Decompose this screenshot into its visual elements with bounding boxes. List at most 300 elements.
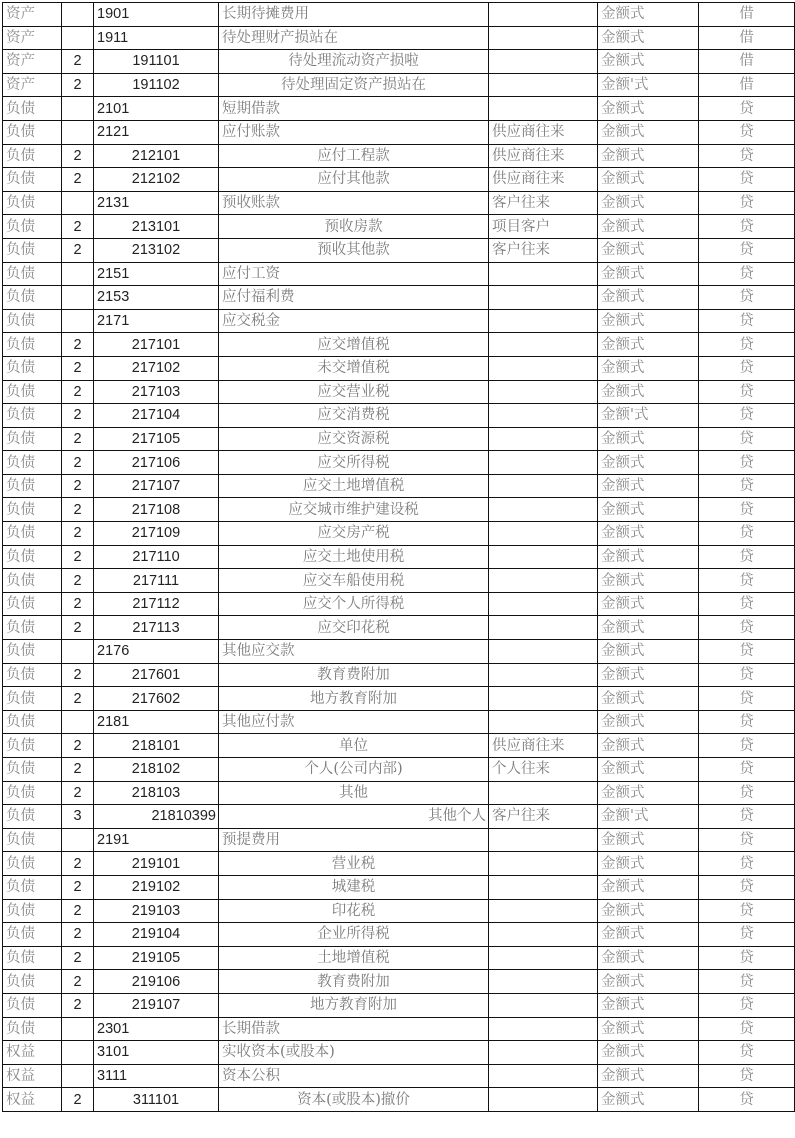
balance-direction-cell: 贷: [699, 970, 795, 994]
account-name-cell: 长期借款: [219, 1017, 489, 1041]
account-code-cell: 1911: [94, 26, 219, 50]
ledger-format-cell: 金额式: [598, 545, 699, 569]
ledger-format-cell: 金额式: [598, 734, 699, 758]
ledger-format-cell: 金额式: [598, 215, 699, 239]
balance-direction-cell: 贷: [699, 1041, 795, 1065]
auxiliary-cell: [489, 50, 598, 74]
level-cell: 2: [62, 427, 94, 451]
level-cell: 2: [62, 50, 94, 74]
account-type-cell: 负债: [3, 545, 62, 569]
account-name-cell: 单位: [219, 734, 489, 758]
account-name-cell: 应交城市维护建设税: [219, 498, 489, 522]
table-row: [3, 50, 795, 74]
balance-direction-cell: 贷: [699, 309, 795, 333]
account-type-cell: 负债: [3, 828, 62, 852]
auxiliary-cell: [489, 404, 598, 428]
account-code-cell: 218102: [94, 758, 219, 782]
auxiliary-cell: [489, 333, 598, 357]
level-cell: 2: [62, 545, 94, 569]
account-type-cell: 负债: [3, 191, 62, 215]
account-name-cell: 其他应交款: [219, 640, 489, 664]
balance-direction-cell: 贷: [699, 97, 795, 121]
account-code-cell: 217113: [94, 616, 219, 640]
auxiliary-cell: [489, 522, 598, 546]
balance-direction-cell: 贷: [699, 333, 795, 357]
account-code-cell: 311101: [94, 1088, 219, 1112]
table-row: [3, 828, 795, 852]
account-type-cell: 负债: [3, 687, 62, 711]
level-cell: 2: [62, 592, 94, 616]
level-cell: [62, 1064, 94, 1088]
account-type-cell: 负债: [3, 616, 62, 640]
table-row: [3, 97, 795, 121]
table-row: [3, 592, 795, 616]
level-cell: 2: [62, 144, 94, 168]
account-code-cell: 2191: [94, 828, 219, 852]
account-name-cell: 其他个人: [219, 805, 489, 829]
account-code-cell: 213101: [94, 215, 219, 239]
account-name-cell: 应交土地使用税: [219, 545, 489, 569]
account-name-cell: 教育费附加: [219, 663, 489, 687]
ledger-format-cell: 金额式: [598, 899, 699, 923]
table-row: [3, 404, 795, 428]
table-row: [3, 993, 795, 1017]
account-name-cell: 待处理流动资产损啦: [219, 50, 489, 74]
table-row: [3, 73, 795, 97]
auxiliary-cell: [489, 970, 598, 994]
auxiliary-cell: [489, 592, 598, 616]
auxiliary-cell: [489, 356, 598, 380]
ledger-format-cell: 金额式: [598, 781, 699, 805]
level-cell: 2: [62, 333, 94, 357]
level-cell: 2: [62, 380, 94, 404]
account-type-cell: 负债: [3, 144, 62, 168]
table-row: [3, 616, 795, 640]
balance-direction-cell: 贷: [699, 356, 795, 380]
ledger-format-cell: 金额式: [598, 168, 699, 192]
ledger-format-cell: 金额式: [598, 1017, 699, 1041]
account-code-cell: 219105: [94, 946, 219, 970]
ledger-format-cell: 金额式: [598, 616, 699, 640]
account-type-cell: 负债: [3, 97, 62, 121]
level-cell: 2: [62, 781, 94, 805]
auxiliary-cell: [489, 474, 598, 498]
ledger-format-cell: 金额式: [598, 592, 699, 616]
level-cell: 2: [62, 238, 94, 262]
ledger-format-cell: 金额'式: [598, 805, 699, 829]
account-code-cell: 217601: [94, 663, 219, 687]
account-code-cell: 217109: [94, 522, 219, 546]
auxiliary-cell: [489, 663, 598, 687]
level-cell: [62, 286, 94, 310]
auxiliary-cell: [489, 710, 598, 734]
level-cell: [62, 1041, 94, 1065]
auxiliary-cell: [489, 616, 598, 640]
auxiliary-cell: 客户往来: [489, 805, 598, 829]
account-name-cell: 应交印花税: [219, 616, 489, 640]
table-row: [3, 899, 795, 923]
auxiliary-cell: 供应商往来: [489, 120, 598, 144]
balance-direction-cell: 贷: [699, 451, 795, 475]
account-code-cell: 217102: [94, 356, 219, 380]
level-cell: 2: [62, 946, 94, 970]
ledger-format-cell: 金额'式: [598, 404, 699, 428]
table-row: [3, 781, 795, 805]
level-cell: 2: [62, 522, 94, 546]
account-type-cell: 负债: [3, 993, 62, 1017]
account-code-cell: 217101: [94, 333, 219, 357]
level-cell: [62, 26, 94, 50]
account-name-cell: 应交税金: [219, 309, 489, 333]
level-cell: [62, 191, 94, 215]
table-row: [3, 1064, 795, 1088]
account-type-cell: 负债: [3, 380, 62, 404]
level-cell: 2: [62, 474, 94, 498]
account-type-cell: 负债: [3, 215, 62, 239]
ledger-format-cell: 金额式: [598, 569, 699, 593]
table-row: [3, 923, 795, 947]
balance-direction-cell: 贷: [699, 191, 795, 215]
account-name-cell: 应交个人所得税: [219, 592, 489, 616]
table-row: [3, 640, 795, 664]
ledger-format-cell: 金额式: [598, 663, 699, 687]
account-type-cell: 负债: [3, 522, 62, 546]
account-code-cell: 191102: [94, 73, 219, 97]
auxiliary-cell: [489, 687, 598, 711]
balance-direction-cell: 贷: [699, 168, 795, 192]
level-cell: [62, 828, 94, 852]
balance-direction-cell: 贷: [699, 498, 795, 522]
auxiliary-cell: [489, 875, 598, 899]
ledger-format-cell: 金额式: [598, 758, 699, 782]
balance-direction-cell: 贷: [699, 687, 795, 711]
balance-direction-cell: 贷: [699, 1088, 795, 1112]
account-name-cell: 应交增值税: [219, 333, 489, 357]
account-name-cell: 预收房款: [219, 215, 489, 239]
level-cell: 2: [62, 451, 94, 475]
account-type-cell: 权益: [3, 1064, 62, 1088]
account-name-cell: 待处理固定资产损站在: [219, 73, 489, 97]
ledger-format-cell: 金额'式: [598, 73, 699, 97]
account-type-cell: 负债: [3, 427, 62, 451]
account-code-cell: 1901: [94, 3, 219, 27]
table-row: [3, 522, 795, 546]
account-code-cell: 2181: [94, 710, 219, 734]
account-name-cell: 预收账款: [219, 191, 489, 215]
level-cell: 2: [62, 852, 94, 876]
balance-direction-cell: 贷: [699, 875, 795, 899]
account-code-cell: 217112: [94, 592, 219, 616]
account-name-cell: 其他应付款: [219, 710, 489, 734]
account-code-cell: 217108: [94, 498, 219, 522]
table-row: [3, 758, 795, 782]
account-code-cell: 3111: [94, 1064, 219, 1088]
balance-direction-cell: 贷: [699, 522, 795, 546]
account-code-cell: 2171: [94, 309, 219, 333]
account-type-cell: 负债: [3, 946, 62, 970]
ledger-format-cell: 金额式: [598, 451, 699, 475]
table-row: [3, 1041, 795, 1065]
balance-direction-cell: 贷: [699, 592, 795, 616]
ledger-format-cell: 金额式: [598, 380, 699, 404]
account-name-cell: 应付其他款: [219, 168, 489, 192]
auxiliary-cell: [489, 923, 598, 947]
auxiliary-cell: [489, 569, 598, 593]
level-cell: 2: [62, 993, 94, 1017]
auxiliary-cell: [489, 781, 598, 805]
ledger-format-cell: 金额式: [598, 309, 699, 333]
table-row: [3, 970, 795, 994]
account-name-cell: 地方教育附加: [219, 993, 489, 1017]
balance-direction-cell: 贷: [699, 640, 795, 664]
account-code-cell: 218103: [94, 781, 219, 805]
account-type-cell: 负债: [3, 168, 62, 192]
balance-direction-cell: 贷: [699, 120, 795, 144]
account-name-cell: 营业税: [219, 852, 489, 876]
account-type-cell: 负债: [3, 569, 62, 593]
account-type-cell: 资产: [3, 3, 62, 27]
account-type-cell: 负债: [3, 592, 62, 616]
level-cell: 2: [62, 1088, 94, 1112]
account-type-cell: 负债: [3, 852, 62, 876]
account-type-cell: 负债: [3, 970, 62, 994]
account-type-cell: 资产: [3, 26, 62, 50]
balance-direction-cell: 贷: [699, 569, 795, 593]
balance-direction-cell: 借: [699, 3, 795, 27]
level-cell: 2: [62, 498, 94, 522]
level-cell: 2: [62, 356, 94, 380]
account-type-cell: 负债: [3, 875, 62, 899]
account-type-cell: 资产: [3, 73, 62, 97]
account-name-cell: 待处理财产损站在: [219, 26, 489, 50]
level-cell: 2: [62, 687, 94, 711]
balance-direction-cell: 贷: [699, 993, 795, 1017]
account-type-cell: 权益: [3, 1088, 62, 1112]
ledger-format-cell: 金额式: [598, 498, 699, 522]
table-row: [3, 852, 795, 876]
account-code-cell: 2121: [94, 120, 219, 144]
ledger-format-cell: 金额式: [598, 286, 699, 310]
account-type-cell: 负债: [3, 120, 62, 144]
ledger-format-cell: 金额式: [598, 144, 699, 168]
account-name-cell: 土地增值税: [219, 946, 489, 970]
ledger-format-cell: 金额式: [598, 427, 699, 451]
ledger-format-cell: 金额式: [598, 1088, 699, 1112]
account-code-cell: 212102: [94, 168, 219, 192]
account-name-cell: 应交所得税: [219, 451, 489, 475]
account-code-cell: 2301: [94, 1017, 219, 1041]
auxiliary-cell: 供应商往来: [489, 734, 598, 758]
auxiliary-cell: [489, 286, 598, 310]
account-code-cell: 219106: [94, 970, 219, 994]
account-name-cell: 应付工程款: [219, 144, 489, 168]
auxiliary-cell: [489, 427, 598, 451]
account-code-cell: 219102: [94, 875, 219, 899]
balance-direction-cell: 贷: [699, 1064, 795, 1088]
account-type-cell: 负债: [3, 1017, 62, 1041]
level-cell: 2: [62, 875, 94, 899]
account-code-cell: 218101: [94, 734, 219, 758]
account-code-cell: 219101: [94, 852, 219, 876]
account-type-cell: 负债: [3, 498, 62, 522]
auxiliary-cell: [489, 451, 598, 475]
account-table-body: [3, 3, 795, 1112]
table-row: [3, 26, 795, 50]
account-type-cell: 负债: [3, 899, 62, 923]
account-code-cell: 217106: [94, 451, 219, 475]
account-type-cell: 负债: [3, 356, 62, 380]
level-cell: 2: [62, 215, 94, 239]
table-row: [3, 687, 795, 711]
account-type-cell: 负债: [3, 286, 62, 310]
balance-direction-cell: 贷: [699, 427, 795, 451]
table-row: [3, 309, 795, 333]
table-row: [3, 168, 795, 192]
account-type-cell: 负债: [3, 923, 62, 947]
balance-direction-cell: 贷: [699, 923, 795, 947]
table-row: [3, 286, 795, 310]
account-code-cell: 217107: [94, 474, 219, 498]
account-name-cell: 应付账款: [219, 120, 489, 144]
table-row: [3, 663, 795, 687]
account-type-cell: 负债: [3, 758, 62, 782]
auxiliary-cell: 个人往来: [489, 758, 598, 782]
table-row: [3, 238, 795, 262]
account-type-cell: 负债: [3, 734, 62, 758]
level-cell: 2: [62, 923, 94, 947]
ledger-format-cell: 金额式: [598, 1064, 699, 1088]
balance-direction-cell: 贷: [699, 545, 795, 569]
level-cell: 2: [62, 970, 94, 994]
table-row: [3, 946, 795, 970]
table-row: [3, 333, 795, 357]
balance-direction-cell: 借: [699, 50, 795, 74]
balance-direction-cell: 贷: [699, 1017, 795, 1041]
ledger-format-cell: 金额式: [598, 26, 699, 50]
account-code-cell: 217103: [94, 380, 219, 404]
ledger-format-cell: 金额式: [598, 875, 699, 899]
account-name-cell: 资本(或股本)撤价: [219, 1088, 489, 1112]
account-name-cell: 应交营业税: [219, 380, 489, 404]
account-name-cell: 预收其他款: [219, 238, 489, 262]
table-row: [3, 191, 795, 215]
auxiliary-cell: [489, 1064, 598, 1088]
auxiliary-cell: 项目客户: [489, 215, 598, 239]
balance-direction-cell: 贷: [699, 144, 795, 168]
balance-direction-cell: 贷: [699, 286, 795, 310]
account-name-cell: 预提费用: [219, 828, 489, 852]
auxiliary-cell: [489, 545, 598, 569]
level-cell: [62, 120, 94, 144]
auxiliary-cell: [489, 309, 598, 333]
table-row: [3, 569, 795, 593]
ledger-format-cell: 金额式: [598, 946, 699, 970]
ledger-format-cell: 金额式: [598, 191, 699, 215]
auxiliary-cell: [489, 946, 598, 970]
account-name-cell: 短期借款: [219, 97, 489, 121]
balance-direction-cell: 贷: [699, 828, 795, 852]
account-name-cell: 其他: [219, 781, 489, 805]
auxiliary-cell: [489, 498, 598, 522]
account-type-cell: 负债: [3, 262, 62, 286]
table-row: [3, 1017, 795, 1041]
level-cell: 2: [62, 404, 94, 428]
auxiliary-cell: 供应商往来: [489, 168, 598, 192]
table-row: [3, 215, 795, 239]
account-type-cell: 负债: [3, 474, 62, 498]
table-row: [3, 380, 795, 404]
account-code-cell: 213102: [94, 238, 219, 262]
level-cell: 2: [62, 73, 94, 97]
account-type-cell: 负债: [3, 333, 62, 357]
account-code-cell: 217105: [94, 427, 219, 451]
balance-direction-cell: 贷: [699, 262, 795, 286]
table-row: [3, 1088, 795, 1112]
balance-direction-cell: 贷: [699, 616, 795, 640]
auxiliary-cell: [489, 26, 598, 50]
ledger-format-cell: 金额式: [598, 1041, 699, 1065]
account-type-cell: 负债: [3, 805, 62, 829]
account-code-cell: 219104: [94, 923, 219, 947]
ledger-format-cell: 金额式: [598, 852, 699, 876]
level-cell: [62, 710, 94, 734]
auxiliary-cell: [489, 73, 598, 97]
level-cell: 2: [62, 758, 94, 782]
account-type-cell: 权益: [3, 1041, 62, 1065]
account-name-cell: 企业所得税: [219, 923, 489, 947]
account-type-cell: 负债: [3, 781, 62, 805]
account-name-cell: 长期待摊费用: [219, 3, 489, 27]
account-code-cell: 2176: [94, 640, 219, 664]
account-name-cell: 资本公积: [219, 1064, 489, 1088]
table-row: [3, 498, 795, 522]
account-name-cell: 应付工资: [219, 262, 489, 286]
table-row: [3, 427, 795, 451]
table-row: [3, 356, 795, 380]
account-type-cell: 负债: [3, 640, 62, 664]
balance-direction-cell: 贷: [699, 852, 795, 876]
table-row: [3, 474, 795, 498]
table-row: [3, 805, 795, 829]
account-name-cell: 实收资本(或股本): [219, 1041, 489, 1065]
balance-direction-cell: 借: [699, 73, 795, 97]
balance-direction-cell: 贷: [699, 238, 795, 262]
table-row: [3, 3, 795, 27]
table-row: [3, 262, 795, 286]
account-type-cell: 负债: [3, 238, 62, 262]
level-cell: 2: [62, 734, 94, 758]
level-cell: 2: [62, 663, 94, 687]
account-code-cell: 212101: [94, 144, 219, 168]
auxiliary-cell: [489, 899, 598, 923]
account-code-cell: 217602: [94, 687, 219, 711]
account-code-cell: 2153: [94, 286, 219, 310]
balance-direction-cell: 贷: [699, 781, 795, 805]
level-cell: [62, 640, 94, 664]
balance-direction-cell: 贷: [699, 946, 795, 970]
level-cell: 2: [62, 899, 94, 923]
account-name-cell: 应交房产税: [219, 522, 489, 546]
auxiliary-cell: [489, 3, 598, 27]
balance-direction-cell: 借: [699, 26, 795, 50]
auxiliary-cell: [489, 1041, 598, 1065]
level-cell: [62, 262, 94, 286]
table-row: [3, 734, 795, 758]
account-name-cell: 应付福利费: [219, 286, 489, 310]
account-name-cell: 城建税: [219, 875, 489, 899]
account-code-cell: 217104: [94, 404, 219, 428]
ledger-format-cell: 金额式: [598, 710, 699, 734]
